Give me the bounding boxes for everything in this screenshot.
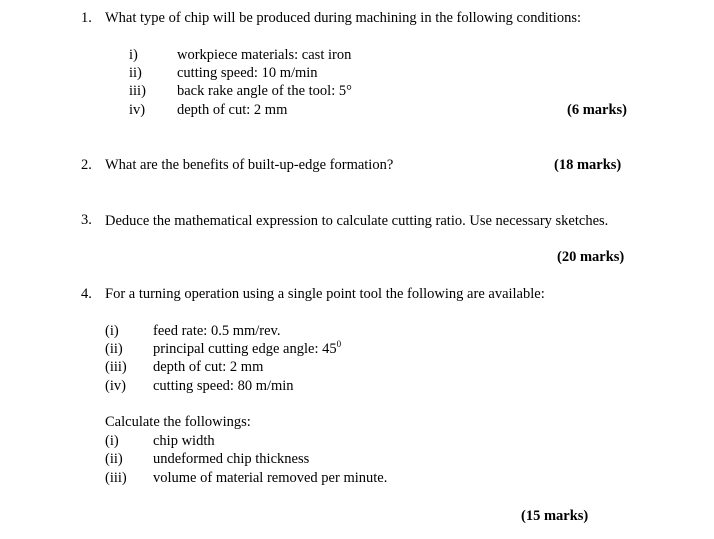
q2-number: 2. [81, 157, 92, 173]
q1-item-3-label: iii) [129, 83, 146, 99]
q4-item-2-text [153, 341, 341, 358]
q2-text: What are the benefits of built-up-edge formation? [105, 157, 394, 173]
q4-item-3-label: (iii) [105, 359, 127, 375]
q4-task-2-text: undeformed chip thickness [153, 451, 310, 467]
q4-task-3-label: (iii) [105, 470, 127, 486]
q4-task-1-text: chip width [153, 433, 215, 449]
q4-task-3-text: volume of material removed per minute. [153, 470, 388, 486]
q4-item-1-text: feed rate: 0.5 mm/rev. [153, 323, 281, 339]
q1-item-2-text: cutting speed: 10 m/min [177, 65, 318, 81]
q4-subheading: Calculate the followings: [105, 414, 251, 430]
q1-item-3-text: back rake angle of the tool: 5° [177, 83, 352, 99]
q4-item-4-label: (iv) [105, 378, 126, 394]
q4-item-2-label: (ii) [105, 341, 123, 357]
q1-number: 1. [81, 10, 92, 26]
q4-item-1-label: (i) [105, 323, 119, 339]
q3-marks: (20 marks) [557, 249, 625, 265]
q4-task-2-label: (ii) [105, 451, 123, 467]
q4-item-2-main: principal cutting edge angle: 45 [153, 341, 337, 357]
q1-text: What type of chip will be produced during machining in the following conditions: [105, 10, 581, 26]
q1-item-4-text: depth of cut: 2 mm [177, 102, 288, 118]
q1-item-1-text: workpiece materials: cast iron [177, 47, 352, 63]
q1-item-4-label: iv) [129, 102, 146, 118]
q4-item-3-text: depth of cut: 2 mm [153, 359, 264, 375]
q1-marks: (6 marks) [567, 102, 628, 118]
q4-marks: (15 marks) [521, 508, 589, 524]
q4-task-1-label: (i) [105, 433, 119, 449]
q1-item-1-label: i) [129, 47, 138, 63]
q4-number: 4. [81, 286, 92, 302]
q4-item-2-degree-sup: 0 [336, 339, 342, 349]
q4-text: For a turning operation using a single point tool the following are available: [105, 286, 545, 302]
q2-marks: (18 marks) [554, 157, 622, 173]
q1-item-2-label: ii) [129, 65, 142, 81]
q3-text: Deduce the mathematical expression to calculate cutting ratio. Use necessary sketches. [105, 213, 609, 229]
q3-number: 3. [81, 212, 92, 228]
q4-item-4-text: cutting speed: 80 m/min [153, 378, 294, 394]
